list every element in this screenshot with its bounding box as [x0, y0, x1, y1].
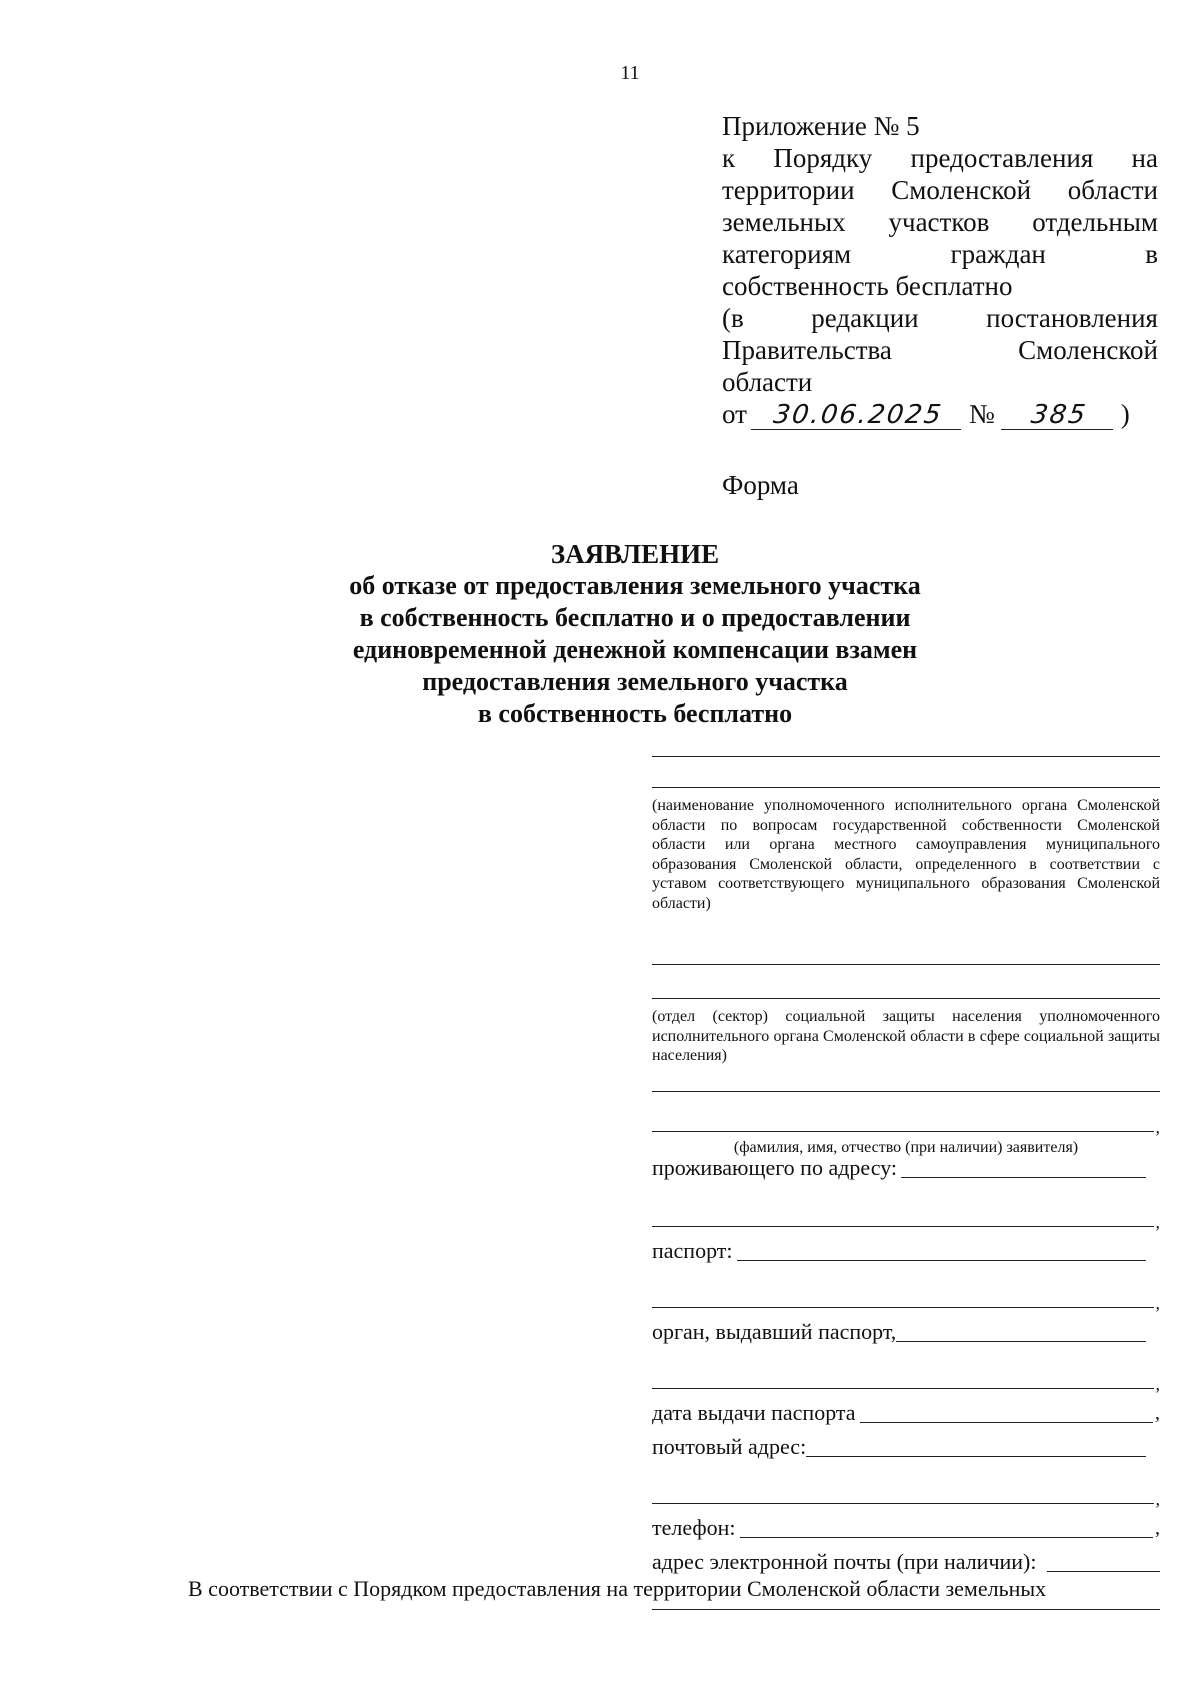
email-field[interactable]	[652, 1548, 1160, 1576]
social-department-line[interactable]	[652, 964, 1160, 965]
applicant-block	[652, 1091, 1160, 1158]
recipient-line[interactable]	[652, 787, 1160, 788]
social-department-line[interactable]	[652, 998, 1160, 999]
body-text: В соответствии с Порядком предоставления на территории Смоленской области земельных	[188, 1576, 1047, 1601]
comma: ,	[1155, 1212, 1160, 1232]
title-line: единовременной денежной компенсации взамен	[352, 635, 918, 664]
social-department-note: (отдел (сектор) социальной защиты населения уполномоченного исполнительного органа Смоленской области в сфере социальной защиты населения)	[652, 1008, 1160, 1064]
comma: ,	[1155, 1374, 1160, 1394]
residence-field[interactable]	[652, 1154, 1146, 1182]
passport-issuer-label: орган, выдавший паспорт,	[652, 1319, 897, 1344]
recipient-block	[652, 756, 1160, 913]
comma: ,	[1155, 1117, 1160, 1137]
passport-date-label: дата выдачи паспорта	[652, 1400, 856, 1425]
passport-label: паспорт:	[652, 1238, 733, 1263]
page-number: 11	[620, 62, 640, 84]
title-line: предоставления земельного участка	[422, 667, 848, 696]
title-line: в собственность бесплатно и о предоставлении	[359, 603, 911, 632]
comma: ,	[1155, 1293, 1160, 1313]
document-title	[260, 538, 1010, 730]
order-number: 385	[1001, 401, 1117, 430]
postal-address-label: почтовый адрес:	[652, 1434, 807, 1459]
appendix-word: граждан	[950, 239, 1046, 269]
appendix-word: категориям	[722, 239, 852, 269]
appendix-word: Правительства	[722, 335, 892, 365]
appendix-word: Смоленской	[1018, 335, 1158, 365]
residence-label: проживающего по адресу:	[652, 1155, 898, 1180]
authority-note: (наименование уполномоченного исполнительного органа Смоленской области по вопросам государственной собственности Смоленской области или органа местного самоуправления муниципального образования Смоленской области, определенного в соответствии с уставом соответствующего муниципального образования Смоленской области)	[652, 797, 1160, 912]
applicant-fields	[652, 1154, 1160, 1610]
email-label: адрес электронной почты (при наличии):	[652, 1549, 1037, 1574]
residence-line[interactable]	[652, 1212, 1160, 1232]
title-line: в собственность бесплатно	[477, 699, 793, 728]
phone-label: телефон:	[652, 1515, 736, 1540]
appendix-line-7	[722, 302, 1158, 334]
appendix-line-9: области	[722, 367, 813, 397]
appendix-word: к	[722, 143, 736, 173]
appendix-line-5	[722, 238, 1158, 270]
appendix-line-6: собственность бесплатно	[722, 271, 1013, 301]
comma: ,	[1155, 1402, 1160, 1424]
order-suffix: )	[1120, 399, 1130, 429]
appendix-word: редакции	[811, 303, 919, 333]
appendix-line-3: территории Смоленской области	[722, 175, 1158, 205]
appendix-line-1: Приложение № 5	[722, 111, 920, 141]
email-line[interactable]	[652, 1609, 1160, 1610]
postal-address-line[interactable]	[652, 1489, 1160, 1509]
passport-issuer-line[interactable]	[652, 1374, 1160, 1394]
appendix-word: на	[1131, 143, 1158, 173]
appendix-line-4: земельных участков отдельным	[722, 207, 1158, 237]
applicant-name-line[interactable]	[652, 1117, 1160, 1137]
appendix-word: в	[1145, 239, 1158, 269]
appendix-line-8	[722, 334, 1158, 366]
passport-field[interactable]	[652, 1237, 1146, 1265]
order-date: 30.06.2025	[751, 401, 965, 430]
appendix-block	[722, 110, 1158, 430]
comma: ,	[1155, 1517, 1160, 1539]
appendix-word: предоставления	[910, 143, 1094, 173]
form-label: Форма	[722, 470, 799, 500]
appendix-word: Порядку	[773, 143, 873, 173]
recipient-line[interactable]	[652, 756, 1160, 757]
applicant-name-note: (фамилия, имя, отчество (при наличии) заявителя)	[733, 1139, 1079, 1156]
title-line: об отказе от предоставления земельного участка	[349, 571, 921, 600]
postal-address-field[interactable]	[652, 1433, 1146, 1461]
passport-issuer-field[interactable]	[652, 1318, 1146, 1346]
appendix-word: постановления	[986, 303, 1158, 333]
appendix-line-2	[722, 142, 1158, 174]
order-prefix: от	[722, 399, 747, 429]
social-department-block	[652, 964, 1160, 1066]
order-number-label: №	[968, 399, 995, 429]
comma: ,	[1155, 1489, 1160, 1509]
appendix-word: (в	[722, 303, 744, 333]
passport-line[interactable]	[652, 1293, 1160, 1313]
applicant-name-line[interactable]	[652, 1091, 1160, 1092]
title-main: ЗАЯВЛЕНИЕ	[550, 539, 720, 569]
phone-field[interactable]	[652, 1514, 1160, 1542]
order-reference	[722, 398, 1158, 430]
passport-date-field[interactable]	[652, 1399, 1160, 1427]
